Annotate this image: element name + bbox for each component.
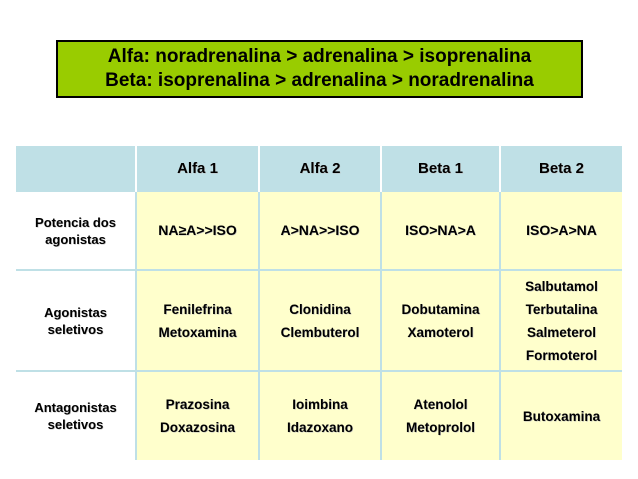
column-header-alfa-2: Alfa 2 bbox=[259, 146, 381, 191]
alfa-potency-line: Alfa: noradrenalina > adrenalina > isoprenalina bbox=[107, 46, 532, 67]
order-of-potency-box bbox=[56, 40, 583, 98]
cell-potencia-alfa-1: NA≥A>>ISO bbox=[136, 191, 259, 270]
table-row-antagonistas bbox=[16, 371, 622, 460]
column-header-beta-1: Beta 1 bbox=[381, 146, 500, 191]
cell-agonistas-beta-1: Dobutamina Xamoterol bbox=[381, 270, 500, 371]
cell-agonistas-alfa-1: Fenilefrina Metoxamina bbox=[136, 270, 259, 371]
beta-potency-line: Beta: isoprenalina > adrenalina > noradrenalina bbox=[105, 70, 534, 91]
cell-antagonistas-beta-1: Atenolol Metoprolol bbox=[381, 371, 500, 460]
cell-potencia-beta-2: ISO>A>NA bbox=[500, 191, 622, 270]
cell-antagonistas-alfa-1: Prazosina Doxazosina bbox=[136, 371, 259, 460]
cell-antagonistas-beta-2: Butoxamina bbox=[500, 371, 622, 460]
cell-potencia-alfa-2: A>NA>>ISO bbox=[259, 191, 381, 270]
cell-agonistas-alfa-2: Clonidina Clembuterol bbox=[259, 270, 381, 371]
column-header-alfa-1: Alfa 1 bbox=[136, 146, 259, 191]
table-row-agonistas bbox=[16, 270, 622, 371]
column-header-beta-2: Beta 2 bbox=[500, 146, 622, 191]
corner-cell bbox=[16, 146, 136, 191]
row-label-potencia: Potencia dos agonistas bbox=[16, 191, 136, 270]
row-label-agonistas: Agonistas seletivos bbox=[16, 270, 136, 371]
cell-antagonistas-alfa-2: Ioimbina Idazoxano bbox=[259, 371, 381, 460]
table-row-potencia bbox=[16, 191, 622, 270]
row-label-antagonistas: Antagonistas seletivos bbox=[16, 371, 136, 460]
adrenergic-receptor-table bbox=[16, 146, 622, 460]
table-header-row bbox=[16, 146, 622, 191]
cell-agonistas-beta-2: Salbutamol Terbutalina Salmeterol Formoterol bbox=[500, 270, 622, 371]
cell-potencia-beta-1: ISO>NA>A bbox=[381, 191, 500, 270]
